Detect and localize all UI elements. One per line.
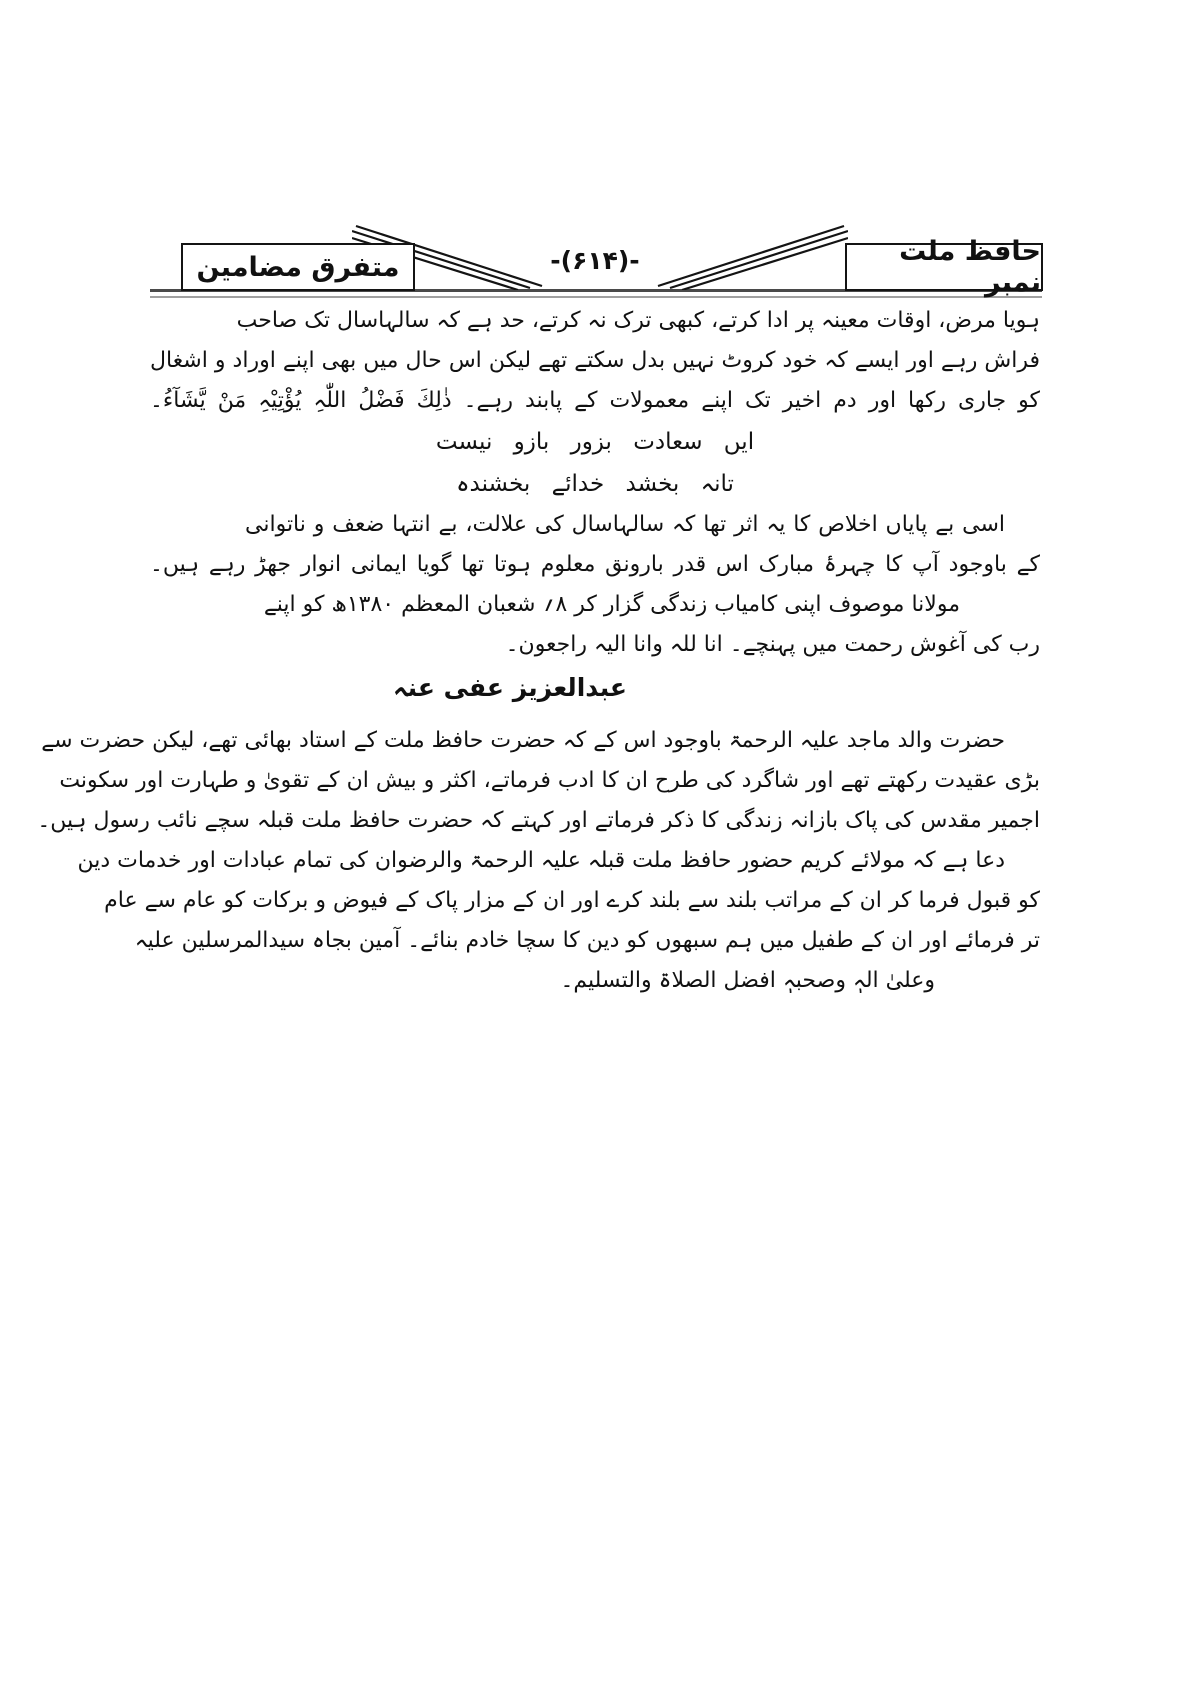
header-right-box — [845, 236, 1043, 298]
page-number: -(۶۱۴)- — [550, 246, 640, 275]
text-line: حضرت والد ماجد علیہ الرحمۃ باوجود اس کے کہ حضرت حافظ ملت کے استاد بھائی تھے، لیکن حضرت سے — [41, 728, 1005, 753]
text-line: کے باوجود آپ کا چہرۂ مبارک اس قدر بارونق معلوم ہوتا تھا گویا ایمانی انوار جھڑ رہے ہیں۔ — [150, 552, 1040, 577]
poetry-line: ایں سعادت بزور بازو نیست — [435, 429, 755, 455]
paragraph-gap — [150, 711, 1040, 721]
header-left-label: متفرق مضامین — [196, 251, 400, 283]
text-line: کو قبول فرما کر ان کے مراتب بلند سے بلند کرے اور ان کے مزار پاک کے فیوض و برکات کو عام سے عام — [104, 888, 1040, 913]
text-line: اسی بے پایاں اخلاص کا یہ اثر تھا کہ سالہاسال کی علالت، بے انتہا ضعف و ناتوانی — [245, 512, 1005, 537]
header-right-label: حافظ ملت نمبر — [899, 236, 1041, 298]
text-line: رب کی آغوش رحمت میں پہنچے۔ انا للہ وانا الیہ راجعون۔ — [505, 632, 1040, 657]
poetry-line: تانہ بخشد خدائے بخشندہ — [456, 471, 734, 497]
text-line: ہویا مرض، اوقات معینہ پر ادا کرتے، کبھی ترک نہ کرتے، حد ہے کہ سالہاسال تک صاحب — [236, 308, 1040, 333]
text-line: تر فرمائے اور ان کے طفیل میں ہم سبھوں کو دین کا سچا خادم بنائے۔ آمین بجاہ سیدالمرسلین علیہ — [134, 928, 1040, 953]
author-signature: عبدالعزیز عفی عنہ — [393, 673, 627, 702]
body-text — [37, 301, 1040, 1001]
diagonal-lines-decoration-right — [648, 222, 848, 290]
text-line: بڑی عقیدت رکھتے تھے اور شاگرد کی طرح ان کا ادب فرماتے، اکثر و بیش ان کے تقویٰ و طہارت اور سکونت — [59, 768, 1040, 793]
header-left-box — [181, 243, 415, 291]
text-line: دعا ہے کہ مولائے کریم حضور حافظ ملت قبلہ علیہ الرحمۃ والرضوان کی تمام عبادات اور خدمات دین — [77, 848, 1005, 873]
text-line: وعلیٰ الہٖ وصحبہٖ افضل الصلاۃ والتسلیم۔ — [560, 968, 935, 993]
text-line: اجمیر مقدس کی پاک بازانہ زندگی کا ذکر فرماتے اور کہتے کہ حضرت حافظ ملت قبلہ سچے نائب رسول ہیں۔ — [37, 808, 1040, 833]
text-line: مولانا موصوف اپنی کامیاب زندگی گزار کر ۸؍ شعبان المعظم ۱۳۸۰ھ کو اپنے — [263, 592, 960, 617]
text-line: کو جاری رکھا اور دم اخیر تک اپنے معمولات کے پابند رہے۔ ذٰلِكَ فَضْلُ اللّٰہِ یُؤْتِیْہِ مَنْ یَّشَآءُ۔ — [150, 388, 1040, 413]
text-line: فراش رہے اور ایسے کہ خود کروٹ نہیں بدل سکتے تھے لیکن اس حال میں بھی اپنے اوراد و اشغال — [150, 348, 1040, 373]
